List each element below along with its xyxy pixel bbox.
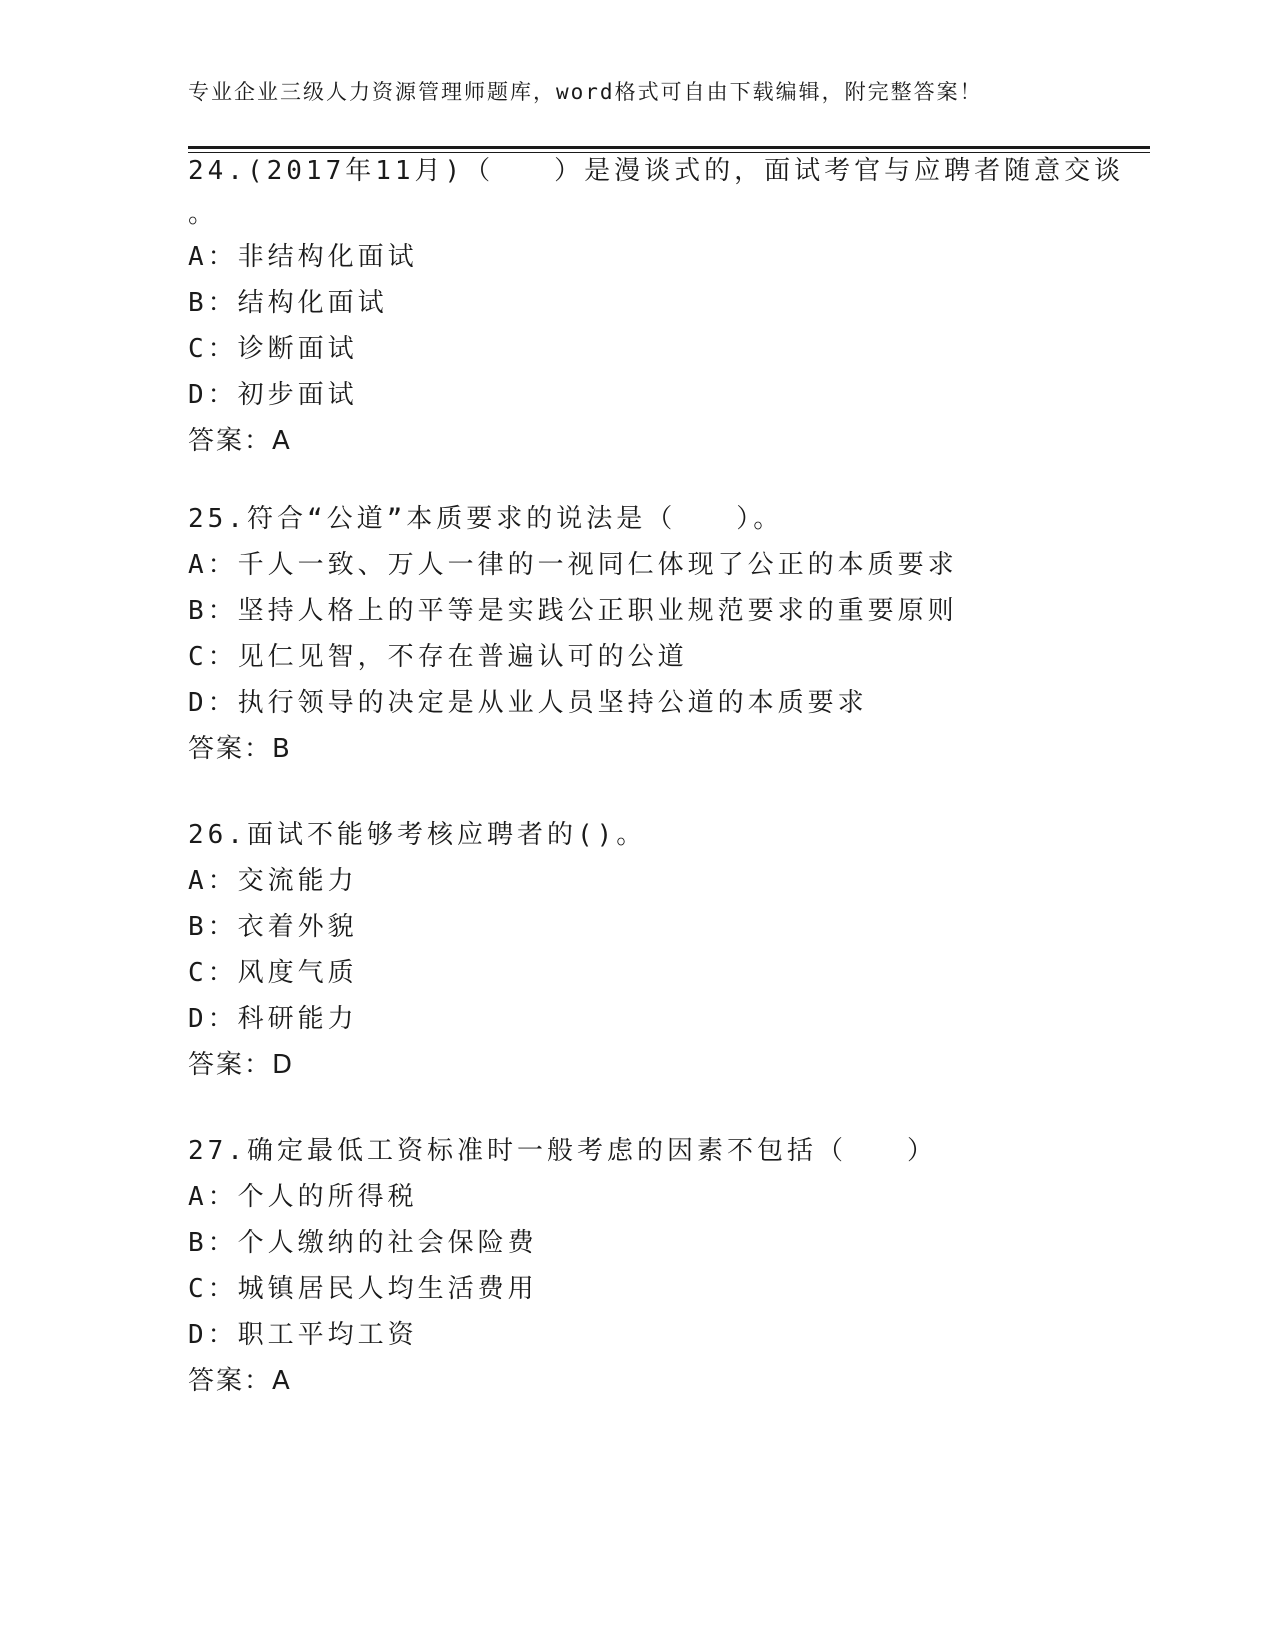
- option-b: B：衣着外貌: [188, 912, 358, 942]
- answer: 答案：A: [188, 1366, 292, 1396]
- question-24: [188, 148, 1125, 464]
- question-27: [188, 1128, 1088, 1404]
- answer: 答案：B: [188, 734, 292, 764]
- question-stem: 24.(2017年11月)（ ）是漫谈式的，面试考官与应聘者随意交谈: [188, 156, 1125, 186]
- answer: 答案：D: [188, 1050, 295, 1080]
- question-stem: 27.确定最低工资标准时一般考虑的因素不包括（ ）: [188, 1136, 937, 1166]
- option-b: B：坚持人格上的平等是实践公正职业规范要求的重要原则: [188, 596, 958, 626]
- option-c: C：风度气质: [188, 958, 358, 988]
- answer: 答案：A: [188, 426, 292, 456]
- question-stem-continuation: 。: [188, 199, 219, 229]
- option-c: C：见仁见智，不存在普遍认可的公道: [188, 642, 688, 672]
- option-a: A：交流能力: [188, 866, 358, 896]
- option-d: D：科研能力: [188, 1004, 358, 1034]
- option-d: D：职工平均工资: [188, 1320, 418, 1350]
- option-c: C：诊断面试: [188, 334, 358, 364]
- option-a: A：非结构化面试: [188, 242, 418, 272]
- page-header: 专业企业三级人力资源管理师题库，word格式可自由下载编辑，附完整答案！: [188, 80, 983, 104]
- option-b: B：结构化面试: [188, 288, 388, 318]
- option-c: C：城镇居民人均生活费用: [188, 1274, 538, 1304]
- option-a: A：个人的所得税: [188, 1182, 418, 1212]
- option-d: D：执行领导的决定是从业人员坚持公道的本质要求: [188, 688, 868, 718]
- question-stem: 26.面试不能够考核应聘者的()。: [188, 820, 647, 850]
- question-25: [188, 496, 1088, 772]
- option-b: B：个人缴纳的社会保险费: [188, 1228, 538, 1258]
- option-d: D：初步面试: [188, 380, 358, 410]
- question-stem: 25.符合“公道”本质要求的说法是（ ）。: [188, 504, 784, 534]
- option-a: A：千人一致、万人一律的一视同仁体现了公正的本质要求: [188, 550, 958, 580]
- question-26: [188, 812, 1088, 1088]
